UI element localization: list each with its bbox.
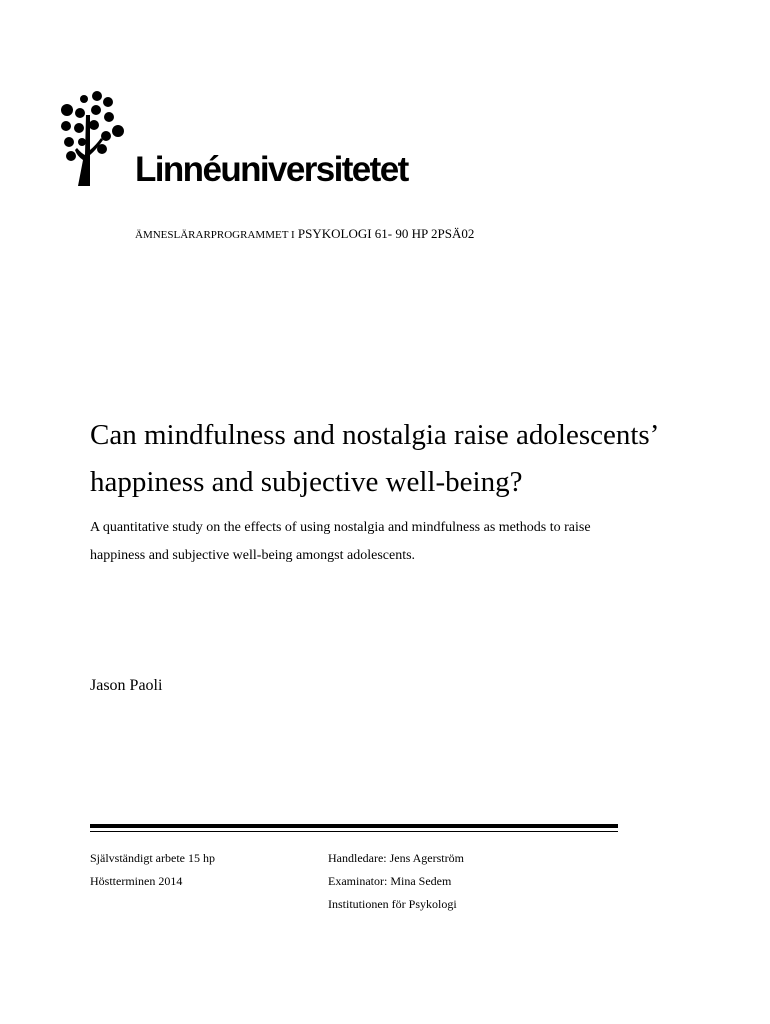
meta-right-column <box>328 847 464 916</box>
supervisor: Handledare: Jens Agerström <box>328 851 464 865</box>
course-credits: Självständigt arbete 15 hp <box>90 851 215 865</box>
title-line-1: Can mindfulness and nostalgia raise adolescents’ <box>90 419 660 451</box>
thesis-subtitle <box>90 514 690 570</box>
divider-thick <box>90 824 618 828</box>
term: Höstterminen 2014 <box>90 874 183 888</box>
tree-icon <box>55 90 130 190</box>
divider-thin <box>90 831 618 832</box>
thesis-title <box>90 412 710 506</box>
subtitle-line-2: happiness and subjective well-being amongst adolescents. <box>90 548 416 563</box>
subtitle-line-1: A quantitative study on the effects of using nostalgia and mindfulness as methods to raise <box>90 520 591 535</box>
title-line-2: happiness and subjective well-being? <box>90 466 523 498</box>
logo-wordmark: Linnéuniversitetet <box>135 150 408 189</box>
examiner: Examinator: Mina Sedem <box>328 874 452 888</box>
meta-left-column <box>90 847 215 893</box>
department: Institutionen för Psykologi <box>328 897 457 911</box>
program-caps: ÄMNESLÄRARPROGRAMMET I <box>135 229 295 241</box>
program-line <box>135 226 474 242</box>
author-name: Jason Paoli <box>90 677 163 694</box>
program-course: PSYKOLOGI 61- 90 HP 2PSÄ02 <box>297 226 475 241</box>
university-logo <box>55 90 415 190</box>
